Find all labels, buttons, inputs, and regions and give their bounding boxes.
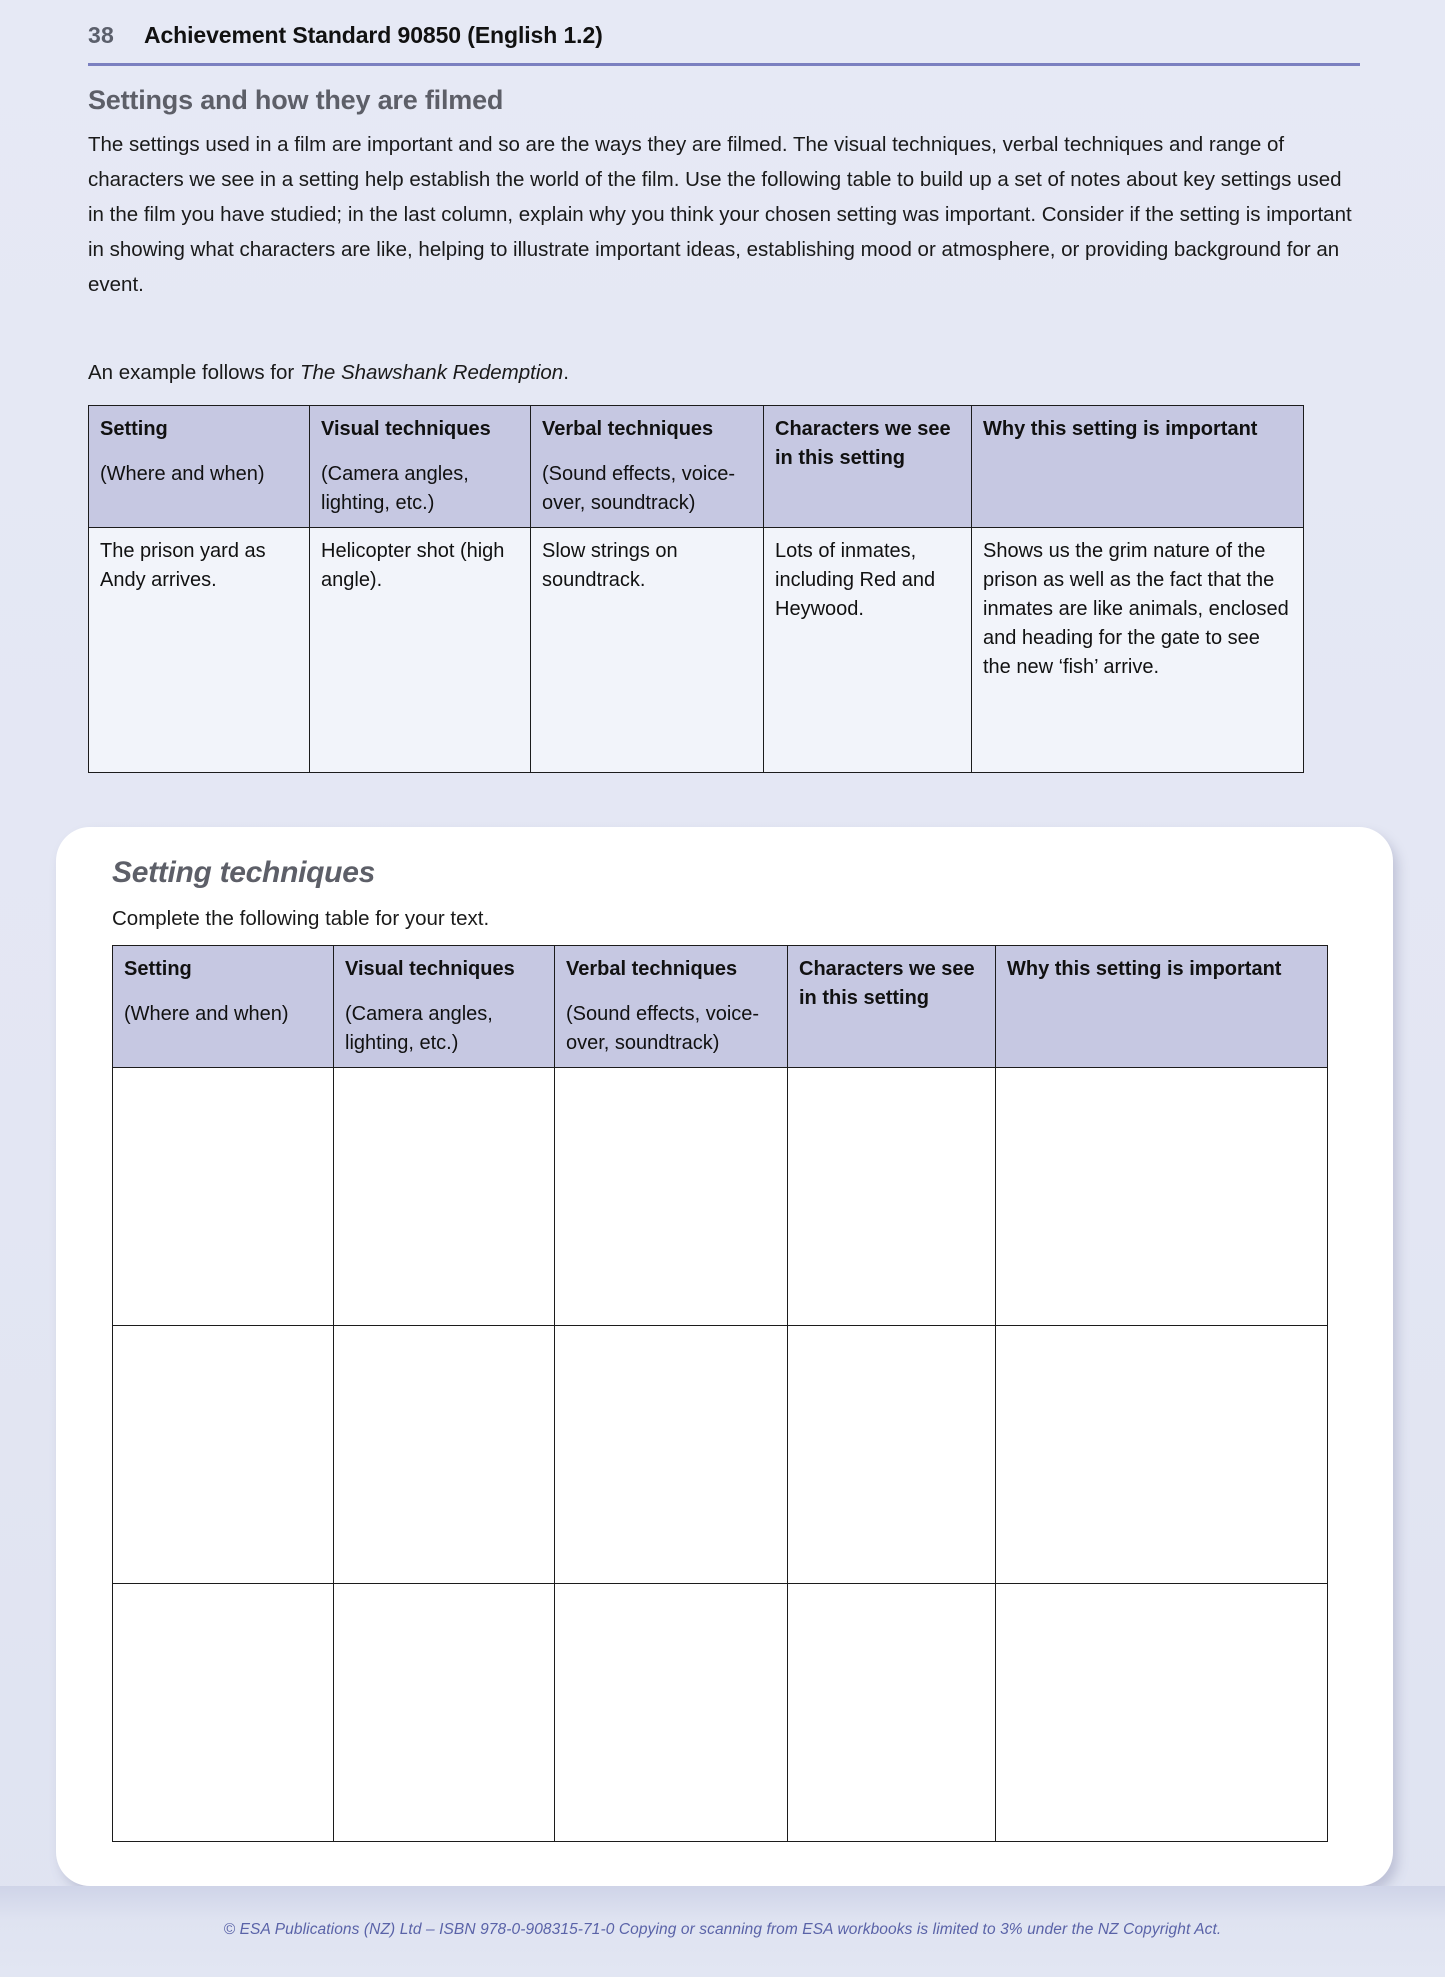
column-header-verbal-techniques [531, 406, 764, 528]
section-heading: Settings and how they are filmed [88, 85, 504, 115]
cell-characters[interactable] [788, 1326, 996, 1584]
table-row[interactable] [113, 1326, 1328, 1584]
example-table [88, 405, 1304, 773]
cell-visual-techniques: Helicopter shot (high angle). [310, 528, 531, 773]
column-header-verbal-sub: (Sound effects, voice-over, soundtrack) [566, 1003, 760, 1054]
cell-characters: Lots of inmates, including Red and Heywood. [764, 528, 972, 773]
column-header-characters [788, 946, 996, 1068]
column-header-characters-main: Characters we see in this setting [775, 418, 951, 469]
example-line [88, 357, 569, 389]
cell-characters[interactable] [788, 1584, 996, 1842]
cell-characters[interactable] [788, 1068, 996, 1326]
column-header-visual-main: Visual techniques [345, 958, 515, 980]
column-header-verbal-main: Verbal techniques [542, 418, 714, 440]
column-header-importance [972, 406, 1304, 528]
column-header-importance-main: Why this setting is important [1007, 958, 1282, 980]
column-header-visual-techniques [334, 946, 555, 1068]
column-header-setting [89, 406, 310, 528]
table-header-row [113, 946, 1328, 1068]
column-header-importance [996, 946, 1328, 1068]
page-header [88, 22, 1358, 49]
footer-copyright: © ESA Publications (NZ) Ltd – ISBN 978-0-908315-71-0 Copying or scanning from ESA workbooks is limited to 3% under the NZ Copyright Act. [223, 1921, 1222, 1938]
column-header-visual-sub: (Camera angles, lighting, etc.) [345, 1003, 493, 1054]
table-header-row [89, 406, 1304, 528]
cell-setting[interactable] [113, 1326, 334, 1584]
cell-setting[interactable] [113, 1584, 334, 1842]
cell-importance: Shows us the grim nature of the prison as well as the fact that the inmates are like animals, enclosed and heading for the gate to see the new ‘fish’ arrive. [972, 528, 1304, 773]
cell-verbal-techniques: Slow strings on soundtrack. [531, 528, 764, 773]
column-header-verbal-techniques [555, 946, 788, 1068]
column-header-verbal-main: Verbal techniques [566, 958, 738, 980]
cell-verbal-techniques[interactable] [555, 1068, 788, 1326]
column-header-visual-main: Visual techniques [321, 418, 491, 440]
cell-verbal-techniques[interactable] [555, 1584, 788, 1842]
activity-subtitle: Complete the following table for your text. [112, 907, 490, 930]
column-header-visual-techniques [310, 406, 531, 528]
blank-worksheet-table[interactable] [112, 945, 1328, 1842]
cell-importance[interactable] [996, 1326, 1328, 1584]
example-prefix: An example follows for [88, 361, 300, 384]
column-header-verbal-sub: (Sound effects, voice-over, soundtrack) [542, 463, 736, 514]
cell-importance[interactable] [996, 1584, 1328, 1842]
cell-importance[interactable] [996, 1068, 1328, 1326]
column-header-setting [113, 946, 334, 1068]
header-divider [88, 63, 1360, 66]
cell-visual-techniques[interactable] [334, 1068, 555, 1326]
column-header-setting-main: Setting [100, 418, 168, 440]
page-number: 38 [88, 22, 114, 48]
page-title: Achievement Standard 90850 (English 1.2) [143, 22, 603, 48]
column-header-visual-sub: (Camera angles, lighting, etc.) [321, 463, 469, 514]
column-header-characters [764, 406, 972, 528]
cell-setting[interactable] [113, 1068, 334, 1326]
table-row[interactable] [113, 1068, 1328, 1326]
cell-visual-techniques[interactable] [334, 1584, 555, 1842]
intro-paragraph: The settings used in a film are important and so are the ways they are filmed. The visual techniques, verbal techniques and range of characters we see in a setting help establish the world of the film. Use the following table to build up a set of notes about key settings used in the film you have studied; in the last column, explain why you think your chosen setting was important. Consider if the setting is important in showing what characters are like, helping to illustrate important ideas, establishing mood or atmosphere, or providing background for an event. [88, 133, 1352, 296]
example-film-title: The Shawshank Redemption [299, 361, 564, 384]
column-header-importance-main: Why this setting is important [983, 418, 1258, 440]
column-header-characters-main: Characters we see in this setting [799, 958, 975, 1009]
example-suffix: . [563, 361, 569, 384]
cell-verbal-techniques[interactable] [555, 1326, 788, 1584]
column-header-setting-sub: (Where and when) [100, 463, 265, 485]
cell-visual-techniques[interactable] [334, 1326, 555, 1584]
table-row [89, 528, 1304, 773]
column-header-setting-main: Setting [124, 958, 192, 980]
column-header-setting-sub: (Where and when) [124, 1003, 289, 1025]
table-row[interactable] [113, 1584, 1328, 1842]
cell-setting: The prison yard as Andy arrives. [89, 528, 310, 773]
activity-heading: Setting techniques [112, 856, 375, 889]
